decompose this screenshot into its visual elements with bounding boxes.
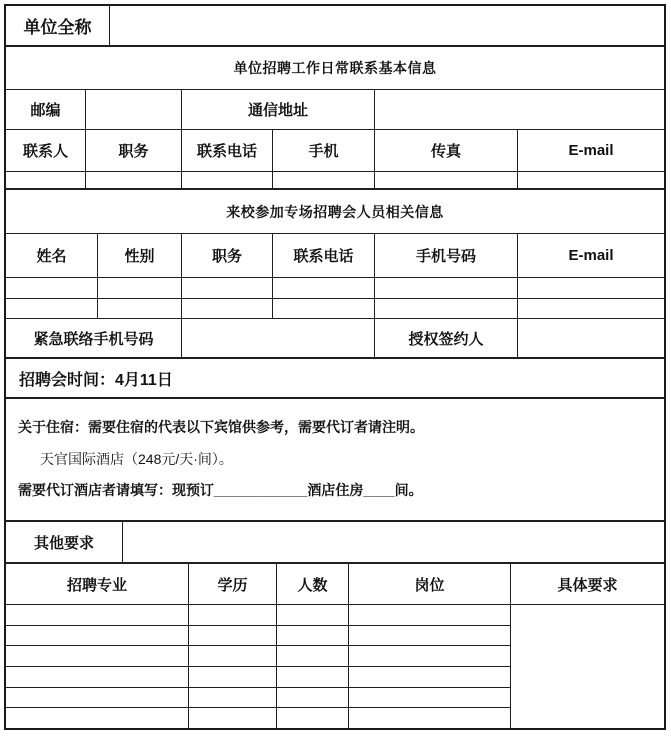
accommodation-note: 关于住宿：需要住宿的代表以下宾馆供参考，需要代订者请注明。 [18, 419, 424, 436]
section2-header-row [6, 190, 664, 234]
other-requirements-row [6, 522, 664, 564]
section2-title: 来校参加专场招聘会人员相关信息 [226, 203, 444, 220]
contact-person-field[interactable] [6, 172, 86, 188]
post-field[interactable] [349, 646, 511, 666]
accommodation-row [6, 399, 664, 522]
degree-field[interactable] [189, 688, 277, 708]
post-field[interactable] [349, 626, 511, 646]
major-field[interactable] [6, 646, 189, 666]
job-row [6, 626, 511, 647]
mobile-field[interactable] [273, 172, 375, 188]
section1-header-row [6, 47, 664, 90]
fair-time-text: 招聘会时间：4月11日 [19, 371, 173, 389]
postal-code-label: 邮编 [6, 90, 86, 129]
position-field[interactable] [86, 172, 182, 188]
company-name-label: 单位全称 [6, 6, 110, 45]
company-name-field[interactable] [110, 6, 664, 45]
other-requirements-field[interactable] [123, 522, 664, 562]
major-field[interactable] [6, 626, 189, 646]
headcount-field[interactable] [277, 688, 349, 708]
attendee-position-field[interactable] [182, 278, 273, 298]
mobile-header: 手机 [273, 130, 375, 171]
accommodation-block [6, 399, 664, 520]
email-field[interactable] [518, 172, 664, 188]
booking-blank-line: 需要代订酒店者请填写：现预订____________酒店住房____间。 [18, 482, 423, 499]
requirements-header: 具体要求 [557, 576, 618, 594]
position-header: 职务 [86, 130, 182, 171]
post-field[interactable] [349, 708, 511, 728]
contact-value-row [6, 172, 664, 190]
hotel-info: 天官国际酒店（248元/天·间）。 [40, 450, 233, 467]
address-field[interactable] [375, 90, 664, 129]
email-header: E-mail [568, 142, 614, 159]
attendee-email-header: E-mail [568, 247, 614, 264]
major-field[interactable] [6, 605, 189, 625]
attendee-position-field[interactable] [182, 299, 273, 318]
attendee-mobile-field[interactable] [375, 299, 518, 318]
attendee-mobile-header: 手机号码 [375, 234, 518, 277]
authorized-signer-field[interactable] [518, 319, 664, 357]
post-field[interactable] [349, 667, 511, 687]
fair-time-row [6, 359, 664, 399]
headcount-field[interactable] [277, 708, 349, 728]
job-row [6, 605, 511, 626]
job-row [6, 688, 511, 709]
degree-field[interactable] [189, 626, 277, 646]
degree-field[interactable] [189, 708, 277, 728]
degree-field[interactable] [189, 667, 277, 687]
attendee-phone-field[interactable] [273, 278, 375, 298]
job-row [6, 667, 511, 688]
attendee-email-field[interactable] [518, 299, 664, 318]
attendee-phone-header: 联系电话 [273, 234, 375, 277]
section1-title: 单位招聘工作日常联系基本信息 [233, 60, 437, 76]
headcount-field[interactable] [277, 605, 349, 625]
fax-field[interactable] [375, 172, 518, 188]
major-field[interactable] [6, 688, 189, 708]
address-label: 通信地址 [182, 90, 375, 129]
post-field[interactable] [349, 688, 511, 708]
attendee-email-field[interactable] [518, 278, 664, 298]
recruitment-form [4, 4, 666, 730]
headcount-field[interactable] [277, 667, 349, 687]
postal-address-row [6, 90, 664, 130]
contact-header-row [6, 130, 664, 172]
major-header: 招聘专业 [6, 564, 189, 604]
gender-field[interactable] [98, 278, 182, 298]
postal-code-field[interactable] [86, 90, 182, 129]
post-field[interactable] [349, 605, 511, 625]
headcount-header: 人数 [277, 564, 349, 604]
contact-person-header: 联系人 [6, 130, 86, 171]
emergency-mobile-label: 紧急联络手机号码 [6, 319, 182, 357]
attendee-value-row [6, 299, 664, 319]
job-rows-block [6, 605, 664, 728]
name-field[interactable] [6, 278, 98, 298]
gender-header: 性别 [98, 234, 182, 277]
authorized-signer-label: 授权签约人 [375, 319, 518, 357]
attendee-mobile-field[interactable] [375, 278, 518, 298]
job-row [6, 646, 511, 667]
emergency-row [6, 319, 664, 359]
attendee-position-header: 职务 [182, 234, 273, 277]
company-name-row [6, 6, 664, 47]
major-field[interactable] [6, 667, 189, 687]
degree-field[interactable] [189, 605, 277, 625]
attendee-header-row [6, 234, 664, 278]
phone-header: 联系电话 [182, 130, 273, 171]
gender-field[interactable] [98, 299, 182, 318]
degree-field[interactable] [189, 646, 277, 666]
name-field[interactable] [6, 299, 98, 318]
headcount-field[interactable] [277, 646, 349, 666]
fax-header: 传真 [375, 130, 518, 171]
other-requirements-label: 其他要求 [6, 522, 123, 562]
emergency-mobile-field[interactable] [182, 319, 375, 357]
degree-header: 学历 [189, 564, 277, 604]
attendee-value-row [6, 278, 664, 299]
job-rows-left [6, 605, 511, 728]
major-field[interactable] [6, 708, 189, 728]
phone-field[interactable] [182, 172, 273, 188]
name-header: 姓名 [6, 234, 98, 277]
headcount-field[interactable] [277, 626, 349, 646]
job-header-row [6, 564, 664, 605]
attendee-phone-field[interactable] [273, 299, 375, 318]
requirements-merged-field[interactable] [511, 605, 664, 728]
job-row [6, 708, 511, 728]
post-header: 岗位 [349, 564, 511, 604]
